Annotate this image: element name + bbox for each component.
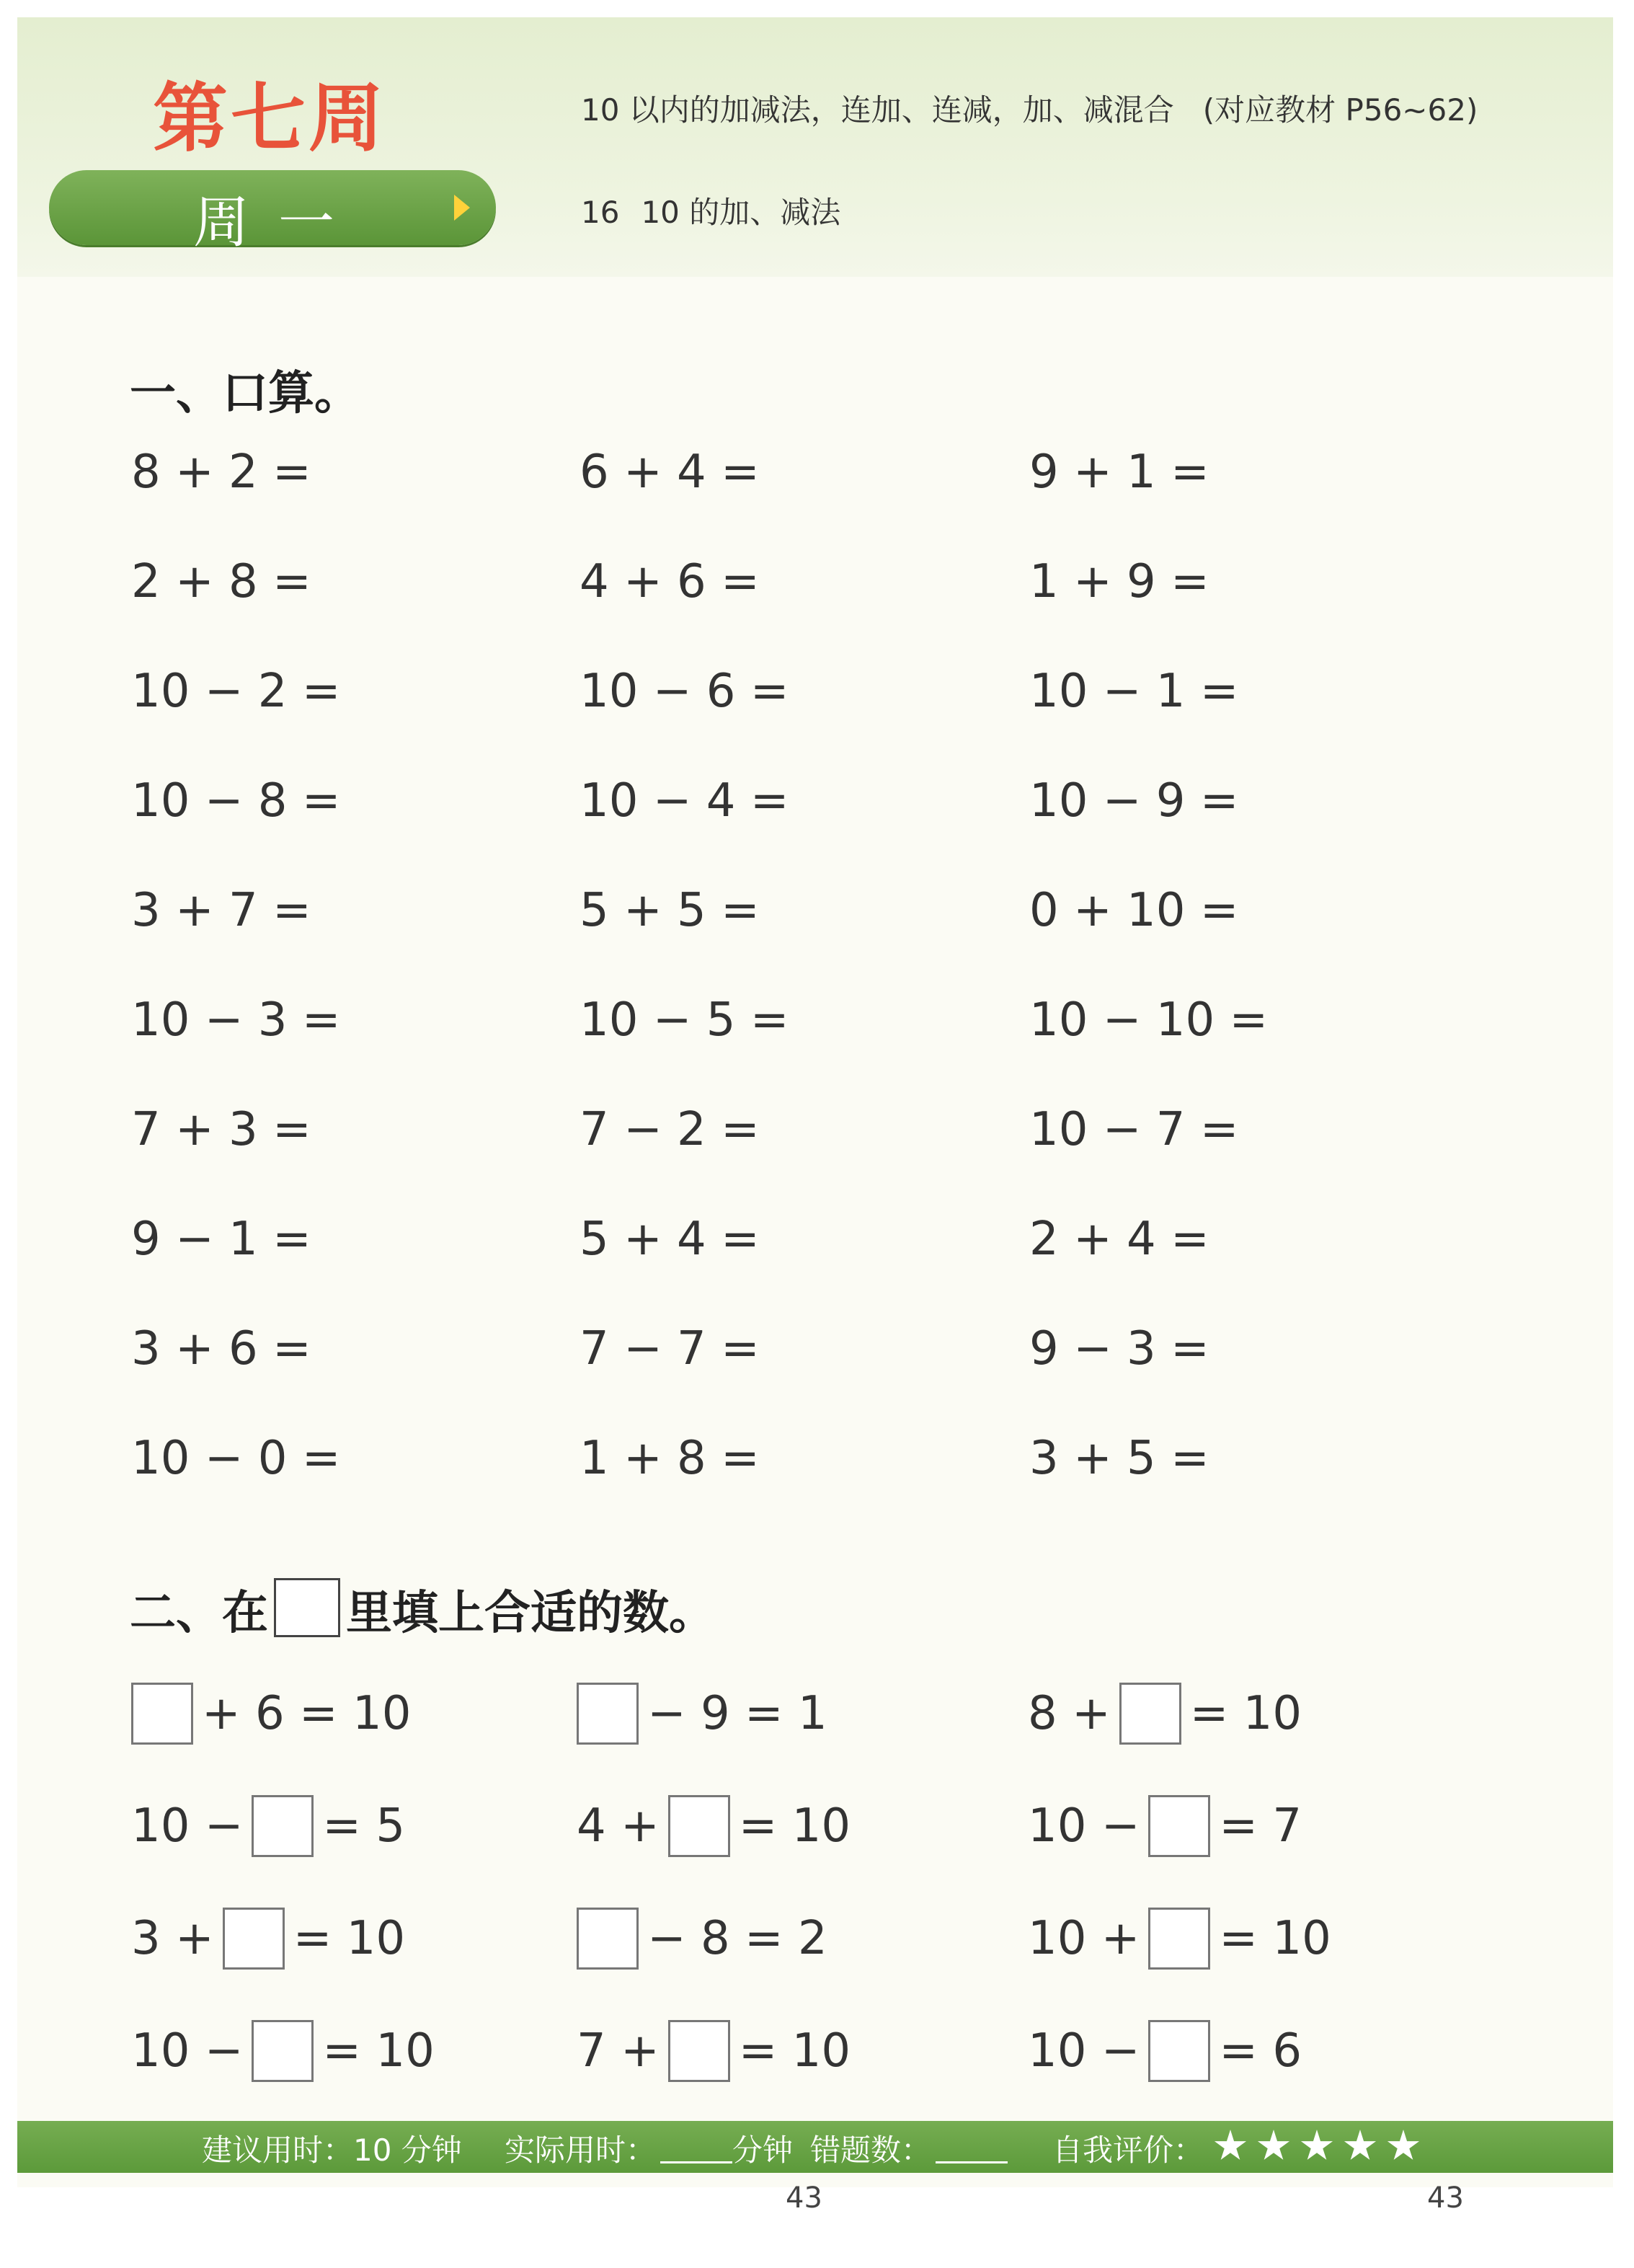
fill-in-equation	[1028, 1908, 1331, 1970]
equation: 10 − 8 =	[131, 774, 341, 828]
suggested-time: 建议用时：10 分钟	[202, 2132, 462, 2168]
star-icon[interactable]	[1300, 2130, 1333, 2163]
equation: 5 + 4 =	[580, 1213, 760, 1266]
fill-in-equation	[577, 1683, 827, 1745]
fill-in-equation	[1028, 1683, 1302, 1745]
lesson-line	[581, 189, 840, 232]
equation-left: 10 −	[1028, 1799, 1140, 1853]
rating-stars	[1214, 2130, 1420, 2163]
equation: 10 − 3 =	[131, 993, 341, 1047]
lesson-number: 16	[581, 195, 620, 230]
equation: 7 − 2 =	[580, 1103, 760, 1156]
equation-left: 10 −	[131, 2024, 244, 2078]
equation-right: = 7	[1219, 1799, 1302, 1853]
page-background	[17, 17, 1613, 2187]
answer-box[interactable]	[577, 1908, 639, 1970]
equation: 10 − 1 =	[1029, 665, 1239, 718]
equation: 10 − 4 =	[580, 774, 789, 828]
equation: 9 − 3 =	[1029, 1322, 1209, 1376]
footer-band	[17, 2121, 1613, 2173]
answer-box[interactable]	[131, 1683, 193, 1745]
star-icon[interactable]	[1214, 2130, 1247, 2163]
equation: 10 − 6 =	[580, 665, 789, 718]
equation-left: 4 +	[577, 1799, 660, 1853]
error-count-blank[interactable]	[936, 2161, 1008, 2163]
section2-title-before: 二、在	[130, 1587, 268, 1640]
answer-box[interactable]	[1119, 1683, 1181, 1745]
equation-left: 10 +	[1028, 1912, 1140, 1965]
equation: 7 + 3 =	[131, 1103, 311, 1156]
equation: 4 + 6 =	[580, 555, 760, 608]
answer-box[interactable]	[668, 1795, 730, 1857]
answer-box[interactable]	[1148, 1908, 1210, 1970]
section1-title: 一、口算。	[130, 367, 360, 420]
section2-title	[130, 1576, 715, 1642]
equation-right: = 10	[322, 2024, 435, 2078]
day-pill	[49, 170, 496, 255]
equation: 9 − 1 =	[131, 1213, 311, 1266]
actual-time-label: 实际用时：	[505, 2132, 657, 2168]
fill-in-equation	[577, 2020, 851, 2082]
actual-time-unit: 分钟	[732, 2132, 794, 2168]
star-icon[interactable]	[1344, 2130, 1377, 2163]
equation: 2 + 8 =	[131, 555, 311, 608]
star-icon[interactable]	[1257, 2130, 1290, 2163]
equation: 1 + 9 =	[1029, 555, 1209, 608]
topic-line	[581, 87, 1478, 130]
fill-in-equation	[131, 2020, 435, 2082]
equation: 9 + 1 =	[1029, 446, 1209, 499]
equation-right: = 10	[738, 2024, 851, 2078]
equation: 1 + 8 =	[580, 1432, 760, 1485]
fill-in-equation	[131, 1908, 405, 1970]
page-number-center: 43	[786, 2181, 822, 2215]
answer-box[interactable]	[577, 1683, 639, 1745]
answer-box[interactable]	[1148, 1795, 1210, 1857]
actual-time	[505, 2127, 793, 2170]
equation: 8 + 2 =	[131, 446, 311, 499]
fill-in-equation	[577, 1795, 851, 1857]
star-icon[interactable]	[1387, 2130, 1420, 2163]
answer-box[interactable]	[252, 1795, 314, 1857]
equation-left: 10 −	[131, 1799, 244, 1853]
fill-in-equation	[131, 1795, 405, 1857]
lesson-title: 10 的加、减法	[641, 195, 841, 230]
equation: 5 + 5 =	[580, 884, 760, 937]
equation: 3 + 5 =	[1029, 1432, 1209, 1485]
topic-reference: (对应教材 P56~62)	[1202, 92, 1478, 128]
answer-box[interactable]	[252, 2020, 314, 2082]
fill-in-equation	[1028, 1795, 1302, 1857]
equation-right: + 6 = 10	[202, 1687, 412, 1740]
equation-left: 10 −	[1028, 2024, 1140, 2078]
equation: 3 + 7 =	[131, 884, 311, 937]
answer-box[interactable]	[668, 2020, 730, 2082]
equation: 10 − 2 =	[131, 665, 341, 718]
fill-in-equation	[577, 1908, 827, 1970]
equation-right: − 8 = 2	[647, 1912, 827, 1965]
actual-time-blank[interactable]	[660, 2161, 732, 2163]
equation-left: 8 +	[1028, 1687, 1111, 1740]
equation: 10 − 5 =	[580, 993, 789, 1047]
error-count	[810, 2127, 1008, 2170]
page-number-right: 43	[1427, 2181, 1464, 2215]
equation: 0 + 10 =	[1029, 884, 1239, 937]
day-label: 周一	[193, 190, 364, 255]
equation: 3 + 6 =	[131, 1322, 311, 1376]
equation-right: = 6	[1219, 2024, 1302, 2078]
equation-left: 7 +	[577, 2024, 660, 2078]
topic-text: 10 以内的加减法，连加、连减，加、减混合	[581, 92, 1174, 128]
fill-in-equation	[1028, 2020, 1302, 2082]
equation: 7 − 7 =	[580, 1322, 760, 1376]
equation-right: = 10	[1219, 1912, 1331, 1965]
equation-left: 3 +	[131, 1912, 214, 1965]
equation-right: = 5	[322, 1799, 406, 1853]
equation: 6 + 4 =	[580, 446, 760, 499]
arrow-right-icon	[454, 195, 470, 221]
equation-right: = 10	[738, 1799, 851, 1853]
equation: 10 − 10 =	[1029, 993, 1269, 1047]
week-title: 第七周	[153, 74, 387, 162]
error-count-label: 错题数：	[810, 2132, 932, 2168]
equation: 10 − 7 =	[1029, 1103, 1239, 1156]
answer-box[interactable]	[223, 1908, 285, 1970]
answer-box[interactable]	[1148, 2020, 1210, 2082]
section2-title-after: 里填上合适的数。	[346, 1587, 715, 1640]
equation-right: − 9 = 1	[647, 1687, 827, 1740]
self-eval-label: 自我评价：	[1052, 2132, 1204, 2168]
equation: 10 − 0 =	[131, 1432, 341, 1485]
equation: 10 − 9 =	[1029, 774, 1239, 828]
equation: 2 + 4 =	[1029, 1213, 1209, 1266]
equation-right: = 10	[293, 1912, 406, 1965]
fill-in-equation	[131, 1683, 411, 1745]
box-icon	[274, 1578, 340, 1637]
equation-right: = 10	[1189, 1687, 1302, 1740]
